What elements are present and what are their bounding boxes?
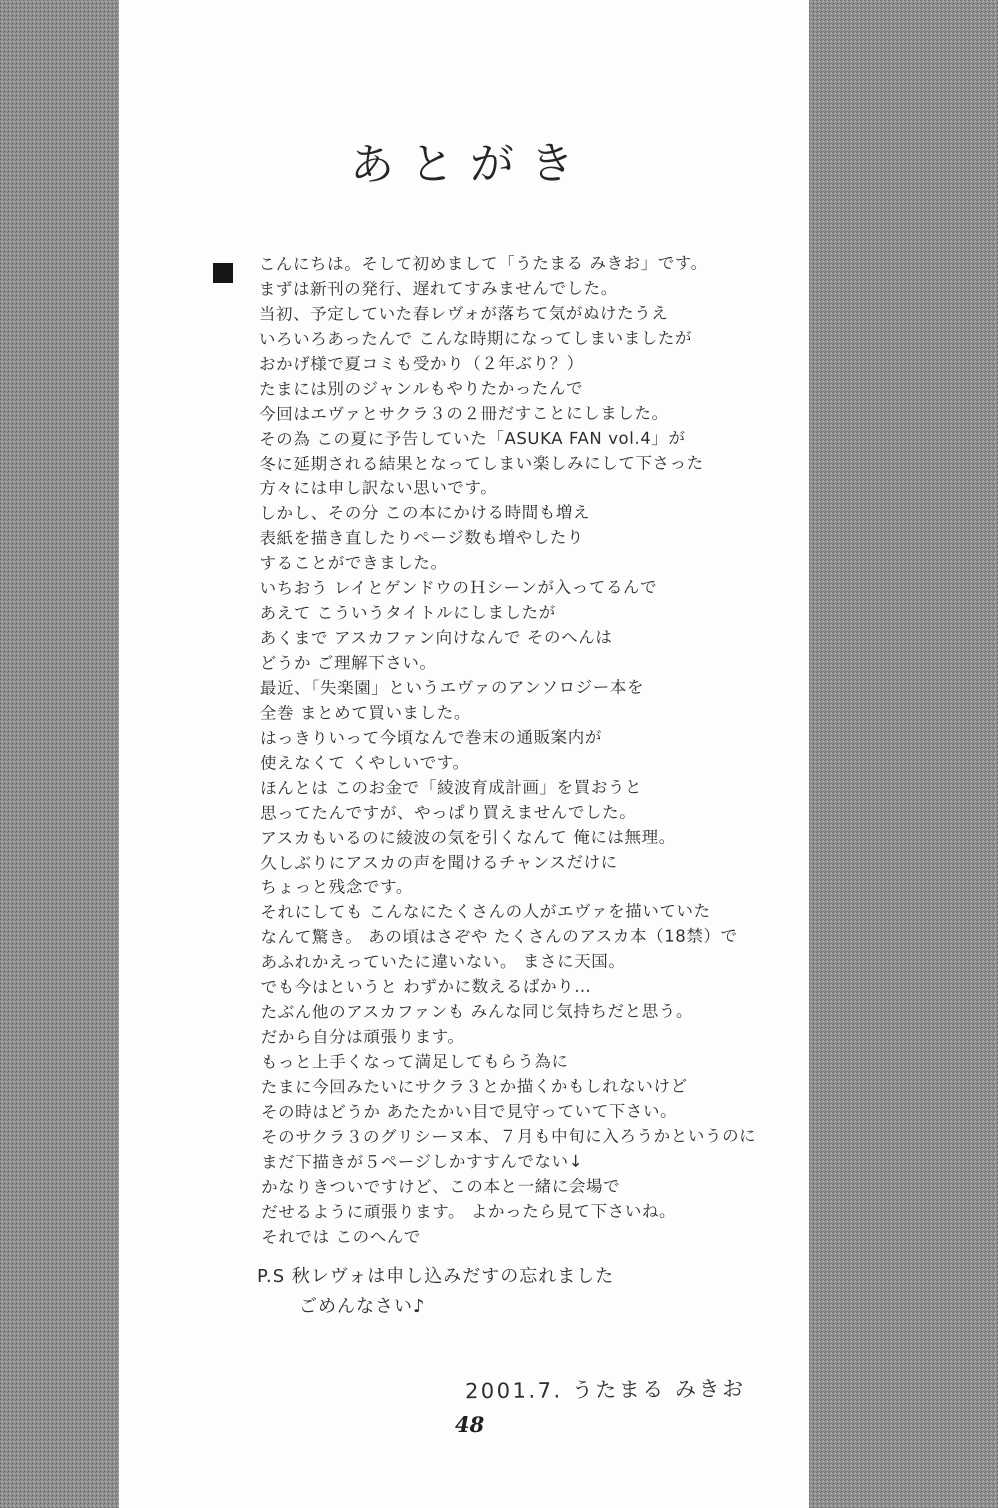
handwritten-line: 久しぶりにアスカの声を聞けるチャンスだけに xyxy=(260,852,618,873)
afterword-text-block xyxy=(259,251,822,1250)
handwritten-line: その時はどうか あたたかい目で見守っていて下さい。 xyxy=(260,1101,678,1122)
handwritten-line: 最近、「失楽園」というエヴァのアンソロジー本を xyxy=(259,677,645,698)
handwritten-line: 今回はエヴァとサクラ３の２冊だすことにしました。 xyxy=(259,403,669,424)
handwritten-line: もっと上手くなって満足してもらう為に xyxy=(260,1051,569,1072)
signature-date: 2001.7. うたまる みきお xyxy=(464,1376,746,1404)
handwritten-line: それでは このへんで xyxy=(261,1226,422,1247)
handwritten-line: しかし、その分 この本にかける時間も増え xyxy=(259,503,591,524)
handwritten-line: たぶん他のアスカファンも みんな同じ気持ちだと思う。 xyxy=(260,1001,694,1022)
handwritten-line: はっきりいって今頃なんで巻末の通販案内が xyxy=(259,727,602,748)
handwritten-line: ほんとは このお金で「綾波育成計画」を買おうと xyxy=(260,777,643,798)
handwritten-line: 方々には申し訳ない思いです。 xyxy=(259,478,498,499)
postscript-block xyxy=(257,1262,614,1322)
handwritten-line: まずは新刊の発行、遅れてすみませんでした。 xyxy=(258,278,618,299)
handwritten-line: かなりきついですけど、この本と一緒に会場で xyxy=(261,1176,621,1197)
postscript-line-2: ごめんなさい♪ xyxy=(299,1296,426,1317)
handwritten-line: それにしても こんなにたくさんの人がエヴァを描いていた xyxy=(260,901,711,923)
handwritten-line: あくまで アスカファン向けなんで そのへんは xyxy=(259,627,613,648)
handwritten-line: あえて こういうタイトルにしましたが xyxy=(259,603,556,623)
handwritten-line: どうか ご理解下さい。 xyxy=(259,653,437,673)
handwritten-line: そのサクラ３のグリシーヌ本、７月も中旬に入ろうかというのに xyxy=(260,1126,757,1147)
handwritten-line: たまには別のジャンルもやりたかったんで xyxy=(259,378,584,399)
handwritten-line: 使えなくて くやしいです。 xyxy=(260,752,470,773)
page-number: 48 xyxy=(455,1412,485,1437)
handwritten-line: おかげ様で夏コミも受かり（２年ぶり？） xyxy=(258,353,584,374)
right-border-halftone-texture xyxy=(809,0,998,1508)
handwritten-line: その為 この夏に予告していた「ASUKA FAN vol.4」が xyxy=(259,428,686,449)
handwritten-line: 冬に延期される結果となってしまい楽しみにして下さった xyxy=(259,453,704,474)
left-border-halftone-texture xyxy=(0,0,119,1508)
handwritten-line: 全巻 まとめて買いました。 xyxy=(259,703,471,723)
handwritten-line: 当初、予定していた春レヴォが落ちて気がぬけたうえ xyxy=(258,303,669,324)
handwritten-line: まだ下描きが５ページしかすすんでない↓ xyxy=(261,1151,584,1172)
handwritten-line: だせるように頑張ります。 よかったら見て下さいね。 xyxy=(261,1201,677,1222)
handwritten-line: なんて驚き。 あの頃はさぞや たくさんのアスカ本（18禁）で xyxy=(260,926,738,948)
handwritten-line: ちょっと残念です。 xyxy=(260,877,413,898)
handwritten-line: たまに今回みたいにサクラ３とか描くかもしれないけど xyxy=(260,1076,688,1097)
black-square-bullet-icon xyxy=(213,263,233,283)
handwritten-line: 思ってたんですが、やっぱり買えませんでした。 xyxy=(260,802,637,823)
handwritten-line: いろいろあったんで こんな時期になってしまいましたが xyxy=(258,328,693,349)
handwritten-line: いちおう レイとゲンドウのＨシーンが入ってるんで xyxy=(259,577,658,598)
page-title: あとがき xyxy=(349,138,591,191)
handwritten-line: 表紙を描き直したりページ数も増やしたり xyxy=(259,528,585,549)
handwritten-line: あふれかえっていたに違いない。 まさに天国。 xyxy=(260,952,626,972)
handwritten-line: だから自分は頑張ります。 xyxy=(260,1027,465,1047)
handwritten-line: でも今はというと わずかに数えるばかり… xyxy=(260,977,592,997)
handwritten-line: こんにちは。そして初めまして「うたまる みきお」です。 xyxy=(258,253,708,274)
handwritten-line: することができました。 xyxy=(259,553,448,573)
handwritten-line: アスカもいるのに綾波の気を引くなんて 俺には無理。 xyxy=(260,827,676,848)
postscript-line-1: P.S 秋レヴォは申し込みだすの忘れました xyxy=(257,1266,615,1287)
